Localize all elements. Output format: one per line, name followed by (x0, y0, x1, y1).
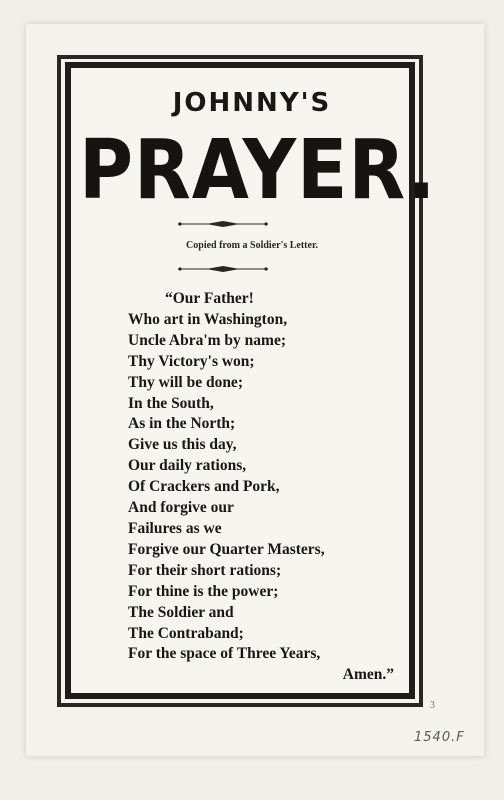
poem-line-closing: Amen.” (342, 666, 394, 684)
poem-line: And forgive our (128, 499, 234, 517)
title-line-2: PRAYER. (79, 123, 437, 218)
poem-text (128, 289, 398, 686)
poem-line: Forgive our Quarter Masters, (128, 540, 325, 558)
poem-line: Failures as we (128, 519, 222, 537)
poem-line: “Our Father! (165, 290, 254, 307)
poem-line: Thy Victory's won; (128, 352, 255, 370)
ornament-rule-bottom (176, 264, 270, 274)
poem-line: Of Crackers and Pork, (128, 478, 280, 496)
poem-line: The Soldier and (128, 603, 234, 621)
ornament-rule-top (176, 219, 270, 229)
poem-line: For their short rations; (128, 561, 282, 579)
corner-mark: 3 (430, 700, 435, 711)
poem-line: The Contraband; (128, 624, 244, 642)
subtitle: Copied from a Soldier's Letter. (186, 240, 318, 251)
title-line-1: JOHNNY'S (172, 88, 332, 118)
poem-line: Who art in Washington, (128, 310, 288, 328)
poem-line: In the South, (128, 394, 214, 412)
poem-line: Thy will be done; (128, 373, 243, 391)
poem-line: For thine is the power; (128, 582, 279, 600)
poem-line: Our daily rations, (128, 457, 247, 475)
poem-line: For the space of Three Years, (128, 645, 321, 663)
poem-line: As in the North; (128, 415, 236, 433)
poem-line: Uncle Abra'm by name; (128, 331, 287, 349)
poem-line: Give us this day, (128, 436, 237, 454)
catalog-number: 1540.F (414, 730, 465, 745)
